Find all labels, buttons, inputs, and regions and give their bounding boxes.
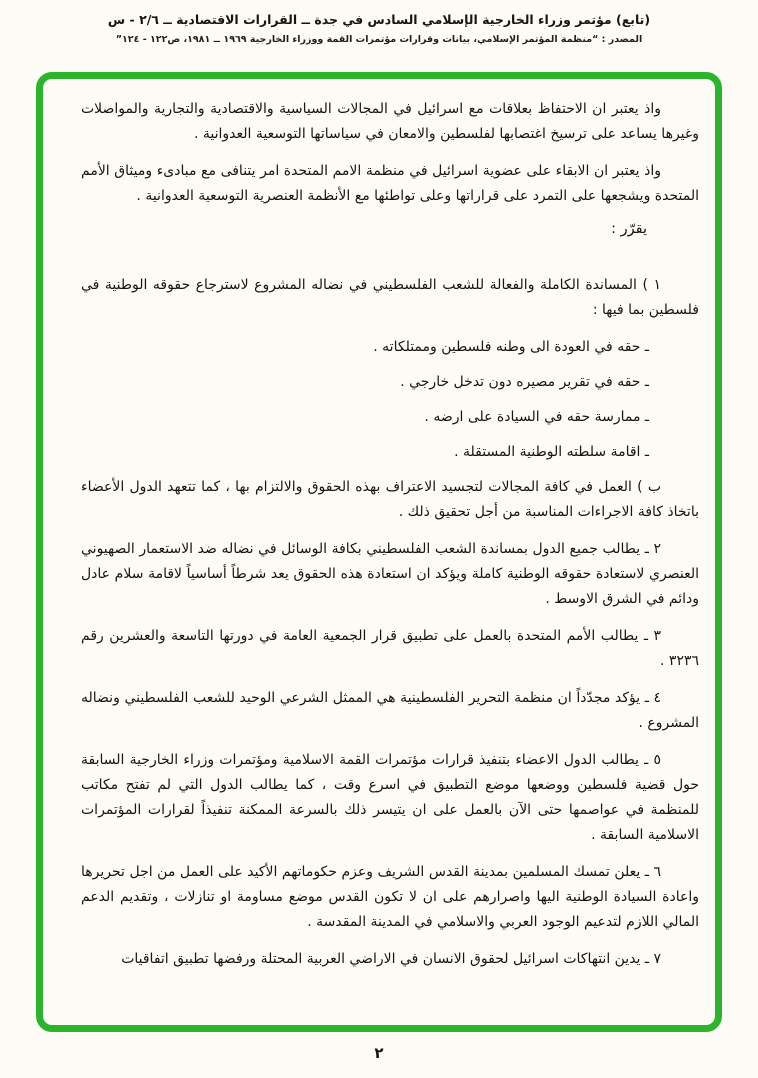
sub-item-self-determination: ـ حقه في تقرير مصيره دون تدخل خارجي . bbox=[400, 374, 649, 390]
sub-item-authority: ـ اقامة سلطته الوطنية المستقلة . bbox=[454, 444, 649, 460]
list-item-b: ب ) العمل في كافة المجالات لتجسيد الاعتراف بهذه الحقوق والالتزام بها ، كما تتعهد الدول الأعضاء باتخاذ كافة الاجراءات المناسبة من أجل تحقيق ذلك . bbox=[81, 479, 699, 520]
list-item-4: ٤ ـ يؤكد مجدّداً ان منظمة التحرير الفلسطينية هي الممثل الشرعي الوحيد للشعب الفلسطيني ونضاله المشروع . bbox=[81, 690, 699, 731]
list-item-7: ٧ ـ يدين انتهاكات اسرائيل لحقوق الانسان في الاراضي العربية المحتلة ورفضها تطبيق اتفاقيات bbox=[121, 951, 661, 967]
header-conference-title: (تابع) مؤتمر وزراء الخارجية الإسلامي السادس في جدة ــ القرارات الاقتصادية ــ ٢/٦ - س bbox=[107, 12, 651, 27]
decree-line: يقرّر : bbox=[611, 221, 647, 237]
list-item-6: ٦ ـ يعلن تمسك المسلمين بمدينة القدس الشريف وعزم حكوماتهم الأكيد على العمل من اجل تحريرها واعادة السيادة الوطنية اليها واصرارهم على ان لا تكون القدس موضع مساومة او تنازلات ، وتقديم الدعم المالي اللازم لتدعيم الوجود العربي والاسلامي في المدينة المقدسة . bbox=[81, 864, 699, 930]
list-item-5: ٥ ـ يطالب الدول الاعضاء بتنفيذ قرارات مؤتمرات القمة الاسلامية ومؤتمرات وزراء الخارجية السابقة حول قضية فلسطين ووضعها موضع التطبيق في اسرع وقت ، كما يطالب الدول التي لم تفتح مكاتب للمنظمة في عواصمها حتى الآن بالعمل على ان يتيسر ذلك بالسرعة الممكنة تنفيذاً لقرارات المؤتمرات الاسلامية السابقة . bbox=[81, 752, 699, 843]
document-header bbox=[0, 12, 758, 45]
paragraph-preamble-1: واذ يعتبر ان الاحتفاظ بعلاقات مع اسرائيل في المجالات السياسية والاقتصادية والتجارية والمواصلات وغيرها يساعد على ترسيخ اغتصابها لفلسطين والامعان في سياساتها التوسعية العدوانية . bbox=[81, 101, 699, 142]
page-number: ٢ bbox=[374, 1044, 384, 1062]
green-frame bbox=[36, 72, 722, 1032]
header-source-line: المصدر : “منظمة المؤتمر الإسلامي، بيانات وقرارات مؤتمرات القمة ووزراء الخارجية ١٩٦٩ ــ ١٩٨١، ص١٢٢ - ١٢٤” bbox=[115, 34, 643, 45]
paragraph-preamble-2: واذ يعتبر ان الابقاء على عضوية اسرائيل في منظمة الامم المتحدة امر يتنافى مع مبادىء وميثاق الأمم المتحدة ويشجعها على التمرد على قراراتها وعلى تواطئها مع الأنظمة العنصرية التوسعية العدوانية . bbox=[81, 163, 699, 204]
list-item-3: ٣ ـ يطالب الأمم المتحدة بالعمل على تطبيق قرار الجمعية العامة في دورتها التاسعة والعشرين رقم ٣٢٣٦ . bbox=[81, 628, 699, 669]
list-item-1: ١ ) المساندة الكاملة والفعالة للشعب الفلسطيني في نضاله المشروع لاسترجاع حقوقه الوطنية في فلسطين بما فيها : bbox=[81, 277, 699, 318]
sub-item-right-return: ـ حقه في العودة الى وطنه فلسطين وممتلكاته . bbox=[373, 339, 649, 355]
sub-item-sovereignty: ـ ممارسة حقه في السيادة على ارضه . bbox=[424, 409, 649, 425]
list-item-2: ٢ ـ يطالب جميع الدول بمساندة الشعب الفلسطيني بكافة الوسائل في نضاله ضد الاستعمار الصهيوني العنصري لاستعادة حقوقه الوطنية كاملة ويؤكد ان استعادة هذه الحقوق يعد شرطاً أساسياً لاقامة سلام عادل ودائم في الشرق الاوسط . bbox=[81, 541, 699, 607]
